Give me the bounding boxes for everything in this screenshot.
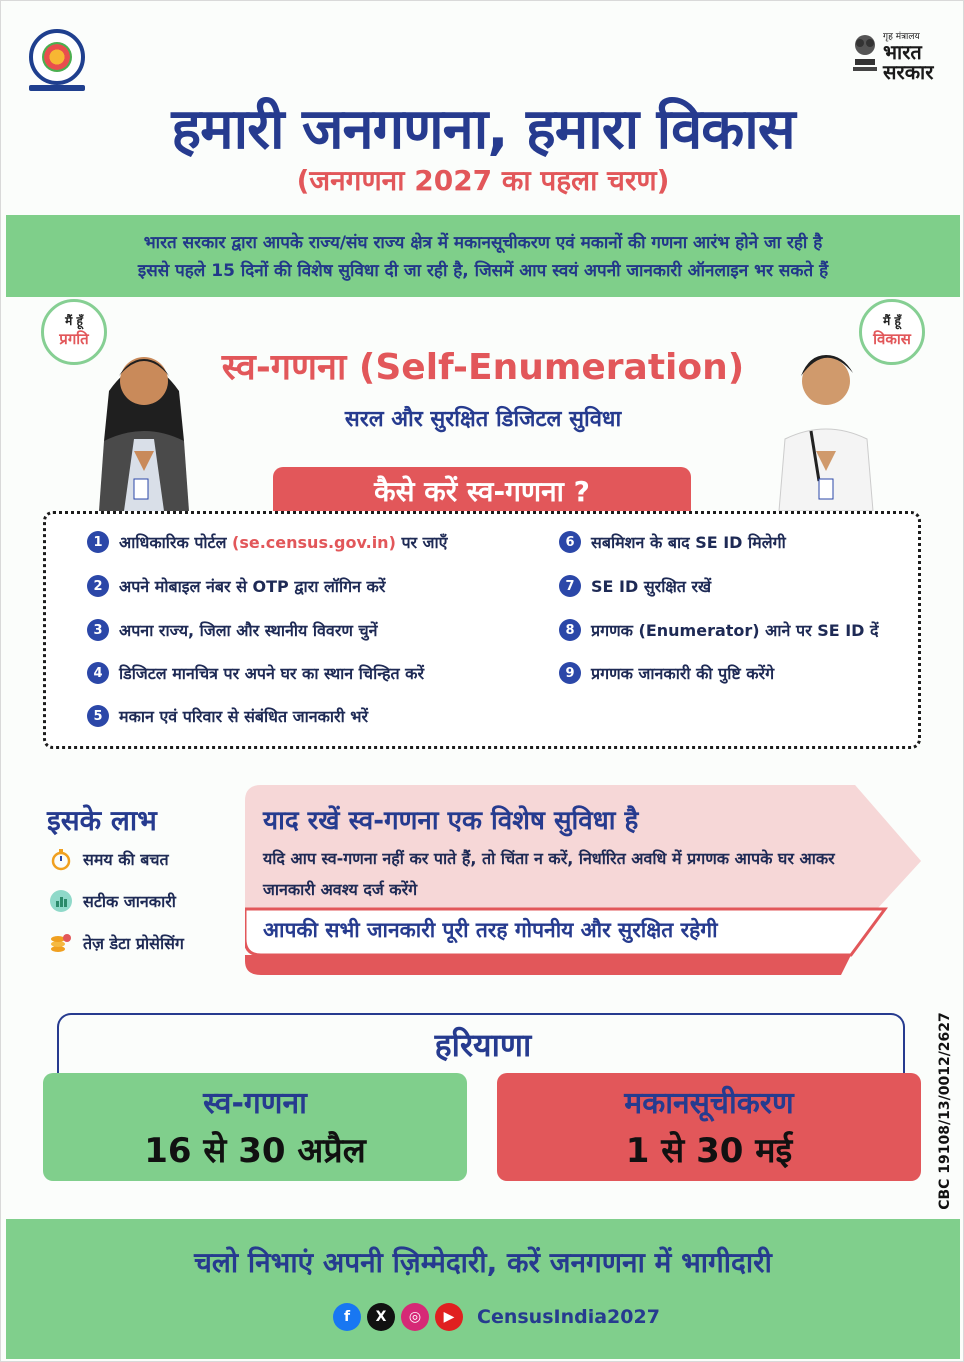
step-1 — [87, 531, 448, 553]
benefit-label: समय की बचत — [83, 850, 169, 869]
remember-title: याद रखें स्व-गणना एक विशेष सुविधा है — [263, 806, 639, 836]
intro-line-2: इससे पहले 15 दिनों की विशेष सुविधा दी जा रही है, जिसमें आप स्वयं अपनी जानकारी ऑनलाइन भर सकते हैं — [137, 261, 829, 281]
benefit-speed — [49, 931, 184, 955]
step-number: 7 — [559, 575, 581, 597]
poster-title: हमारी जनगणना, हमारा विकास — [171, 97, 795, 162]
x-icon[interactable]: X — [367, 1303, 395, 1331]
badge-pragati-line1: मैं हूँ — [65, 314, 83, 328]
badge-vikas-line2: विकास — [873, 330, 911, 348]
step-8 — [559, 619, 879, 641]
benefit-accuracy — [49, 889, 176, 913]
coin-stack-icon — [49, 931, 73, 955]
benefit-label: सटीक जानकारी — [83, 892, 176, 911]
benefit-label: तेज़ डेटा प्रोसेसिंग — [83, 934, 184, 953]
data-chart-icon — [49, 889, 73, 913]
instagram-icon[interactable]: ◎ — [401, 1303, 429, 1331]
step-text: सबमिशन के बाद SE ID मिलेगी — [591, 533, 786, 552]
social-links — [333, 1303, 660, 1331]
step-4 — [87, 662, 424, 684]
portal-link[interactable]: (se.census.gov.in) — [232, 533, 396, 552]
footer-band — [6, 1219, 960, 1359]
step-3 — [87, 619, 378, 641]
house-listing-card — [497, 1073, 921, 1181]
step-5 — [87, 705, 368, 727]
self-enumeration-subtitle: सरल और सुरक्षित डिजिटल सुविधा — [344, 407, 622, 432]
house-listing-label: मकानसूचीकरण — [624, 1086, 794, 1121]
step-number: 6 — [559, 531, 581, 553]
gov-name-line2: सरकार — [883, 60, 934, 84]
self-enumeration-card — [43, 1073, 467, 1181]
youtube-icon[interactable]: ▶ — [435, 1303, 463, 1331]
step-text: SE ID सुरक्षित रखें — [591, 577, 712, 596]
house-listing-dates: 1 से 30 मई — [625, 1131, 793, 1171]
step-text: प्रगणक जानकारी की पुष्टि करेंगे — [591, 664, 775, 683]
step-text: मकान एवं परिवार से संबंधित जानकारी भरें — [119, 707, 369, 726]
step-text: प्रगणक (Enumerator) आने पर SE ID दें — [591, 621, 879, 640]
step-6 — [559, 531, 786, 553]
step-number: 1 — [87, 531, 109, 553]
stopwatch-icon — [49, 847, 73, 871]
step-2 — [87, 575, 385, 597]
step-number: 5 — [87, 705, 109, 727]
self-enumeration-label: स्व-गणना — [203, 1086, 307, 1121]
step-9 — [559, 662, 774, 684]
cbc-code: CBC 19108/13/0012/2627 — [937, 1012, 953, 1210]
step-number: 9 — [559, 662, 581, 684]
intro-line-1: भारत सरकार द्वारा आपके राज्य/संघ राज्य क्षेत्र में मकानसूचीकरण एवं मकानों की गणना आरंभ होने जा रही है — [143, 233, 823, 253]
self-enumeration-dates: 16 से 30 अप्रैल — [144, 1131, 366, 1171]
gov-name-line1: भारत — [883, 40, 922, 64]
social-handle[interactable]: CensusIndia2027 — [477, 1306, 660, 1328]
ashoka-emblem-icon — [851, 29, 879, 77]
self-enumeration-title: स्व-गणना (Self-Enumeration) — [221, 347, 745, 388]
step-text: अपने मोबाइल नंबर से OTP द्वारा लॉगिन करें — [119, 577, 386, 596]
step-text: अपना राज्य, जिला और स्थानीय विवरण चुनें — [119, 621, 378, 640]
benefits-title: इसके लाभ — [47, 804, 157, 837]
intro-band — [6, 215, 960, 297]
footer-slogan: चलो निभाएं अपनी ज़िम्मेदारी, करें जनगणना में भागीदारी — [194, 1246, 772, 1279]
step-7 — [559, 575, 711, 597]
step-number: 4 — [87, 662, 109, 684]
remember-text: यदि आप स्व-गणना नहीं कर पाते हैं, तो चिंता न करें, निर्धारित अवधि में प्रगणक आपके घर आकर जानकारी अवश्य दर्ज करेंगे — [263, 849, 835, 899]
facebook-icon[interactable]: f — [333, 1303, 361, 1331]
gov-wordmark — [883, 29, 943, 82]
step-number: 8 — [559, 619, 581, 641]
privacy-statement: आपकी सभी जानकारी पूरी तरह गोपनीय और सुरक्षित रहेगी — [263, 918, 718, 942]
step-text: डिजिटल मानचित्र पर अपने घर का स्थान चिन्हित करें — [119, 664, 425, 683]
step-text: आधिकारिक पोर्टल (se.census.gov.in) पर जाएँ — [119, 533, 448, 552]
how-to-heading: कैसे करें स्व-गणना ? — [273, 467, 691, 515]
benefit-time — [49, 847, 169, 871]
ministry-label: गृह मंत्रालय — [883, 32, 920, 42]
step-number: 2 — [87, 575, 109, 597]
poster-subtitle: (जनगणना 2027 का पहला चरण) — [296, 164, 670, 197]
badge-vikas-line1: मैं हूँ — [883, 314, 901, 328]
step-number: 3 — [87, 619, 109, 641]
badge-pragati-line2: प्रगति — [59, 330, 89, 348]
state-name: हरियाणा — [434, 1026, 532, 1064]
census-logo-icon — [29, 29, 85, 85]
